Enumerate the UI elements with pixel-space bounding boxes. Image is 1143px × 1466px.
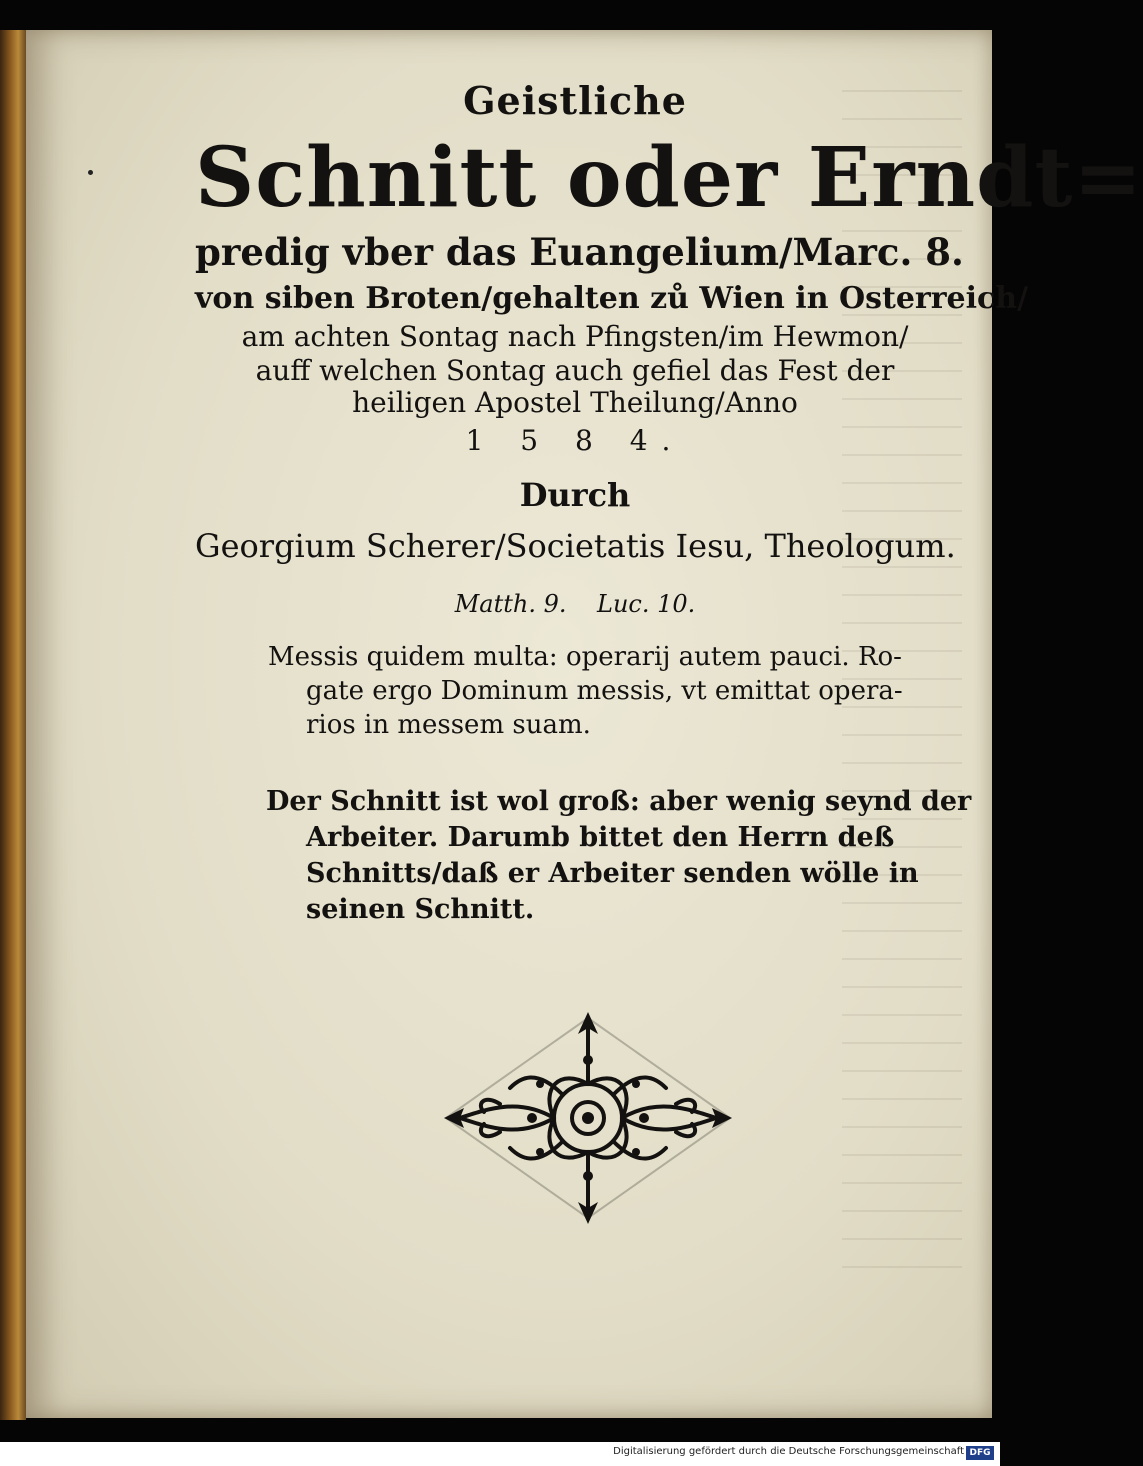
- book-edge: [0, 30, 26, 1420]
- title-year: 1 5 8 4.: [465, 424, 685, 457]
- german-line-2: Arbeiter. Darumb bittet den Herrn deß: [306, 822, 895, 853]
- title-line-5: am achten Sontag nach Pfingsten/im Hewmon/: [241, 320, 909, 353]
- german-line-4: seinen Schnitt.: [306, 894, 535, 925]
- title-line-6: auff welchen Sontag auch gefiel das Fest der: [255, 354, 895, 387]
- title-line-1: Geistliche: [463, 78, 687, 123]
- latin-line-2: gate ergo Dominum messis, vt emittat opera-: [306, 676, 903, 706]
- german-line-1: Der Schnitt ist wol groß: aber wenig seynd der: [266, 786, 972, 817]
- title-line-4: von siben Broten/gehalten zů Wien in Osterreich/: [195, 281, 1029, 316]
- title-line-7: heiligen Apostel Theilung/Anno: [352, 386, 798, 419]
- title-line-3: predig vber das Euangelium/Marc. 8.: [195, 230, 964, 274]
- dfg-logo: DFG: [966, 1446, 994, 1460]
- floral-ornament-icon: [440, 1008, 736, 1228]
- ink-speck: [88, 170, 93, 175]
- german-line-3: Schnitts/daß er Arbeiter senden wölle in: [306, 858, 919, 889]
- latin-line-3: rios in messem suam.: [306, 710, 591, 740]
- citation: Matth. 9. Luc. 10.: [454, 590, 696, 618]
- latin-line-1: Messis quidem multa: operarij autem pauci. Ro-: [268, 642, 902, 672]
- title-line-2: Schnitt oder Erndt=: [195, 130, 1143, 226]
- footer-credit: Digitalisierung gefördert durch die Deutsche Forschungsgemeinschaft: [613, 1446, 964, 1457]
- author-by: Durch: [519, 476, 631, 514]
- author-name: Georgium Scherer/Societatis Iesu, Theologum.: [195, 527, 956, 565]
